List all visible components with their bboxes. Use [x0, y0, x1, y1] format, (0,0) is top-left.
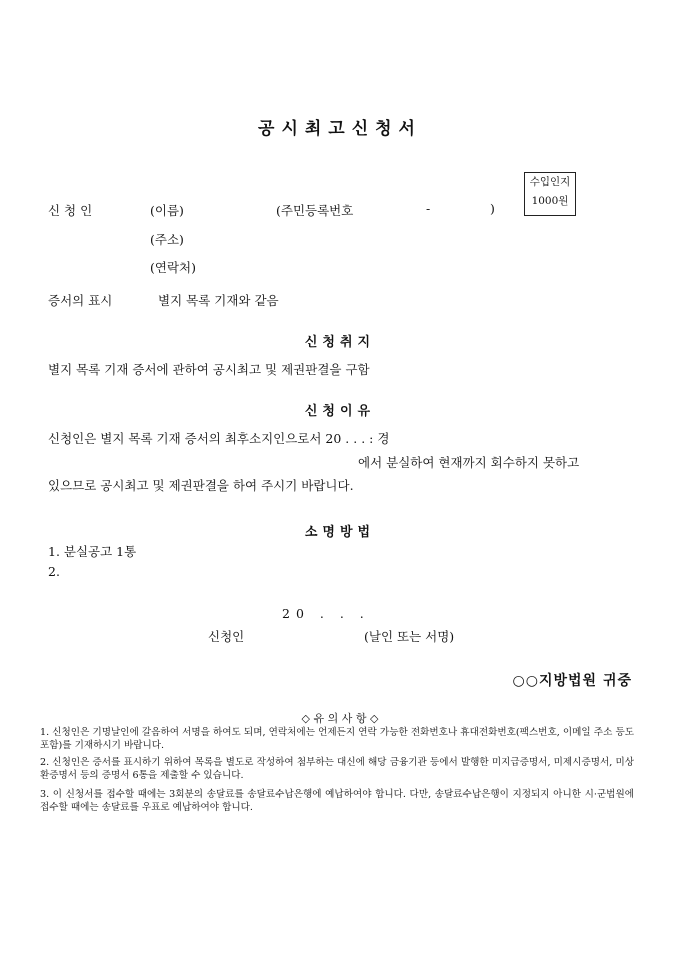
evidence-item-1: 1. 분실공고 1통: [48, 544, 137, 559]
purpose-text: 별지 목록 기재 증서에 관하여 공시최고 및 제권판결을 구함: [48, 362, 370, 377]
seal-or-signature-note: (날인 또는 서명): [364, 629, 455, 644]
resident-number-field: (주민등록번호: [276, 203, 354, 218]
certificate-label: 증서의 표시: [48, 293, 113, 308]
stamp-amount: 1000원: [531, 195, 569, 207]
reason-line-1: 신청인은 별지 목록 기재 증서의 최후소지인으로서 20 . . . : 경: [48, 431, 390, 446]
note-item-3: 3. 이 신청서를 접수할 때에는 3회분의 송달료를 송달료수납은행에 예납하여야 합니다. 다만, 송달료수납은행이 지정되지 아니한 시·군법원에 접수할 때에는 송달료를 우표로 예납하여야 합니다.: [40, 789, 634, 813]
evidence-item-2: 2.: [48, 564, 60, 579]
notes-heading: ◇ 유 의 사 항 ◇: [301, 712, 379, 725]
revenue-stamp-box: [524, 172, 576, 216]
filing-date: 20 . . .: [282, 606, 370, 621]
applicant-contact-field: (연락처): [150, 260, 196, 275]
applicant-label: 신 청 인: [48, 203, 93, 218]
reason-heading: 신청이유: [304, 404, 376, 419]
resident-number-close: ): [490, 201, 495, 216]
reason-line-3: 있으므로 공시최고 및 제권판결을 하여 주시기 바랍니다.: [48, 478, 354, 493]
applicant-address-field: (주소): [150, 232, 184, 247]
court-addressee: ○○지방법원 귀중: [512, 673, 632, 689]
note-item-1: 1. 신청인은 기명날인에 갈음하여 서명을 하여도 되며, 연락처에는 언제든지 연락 가능한 전화번호나 휴대전화번호(팩스번호, 이메일 주소 등도 포함)를 기재하시기 바랍니다.: [40, 727, 634, 751]
reason-line-2: 에서 분실하여 현재까지 회수하지 못하고: [358, 455, 580, 470]
signature-label: 신청인: [208, 629, 245, 644]
certificate-value: 별지 목록 기재와 같음: [158, 293, 279, 308]
resident-number-dash: -: [426, 201, 431, 216]
document-title: 공시최고신청서: [258, 119, 422, 139]
purpose-heading: 신청취지: [304, 335, 376, 350]
applicant-name-field: (이름): [150, 203, 184, 218]
evidence-heading: 소명방법: [304, 525, 376, 540]
stamp-label: 수입인지: [529, 176, 571, 188]
note-item-2: 2. 신청인은 증서를 표시하기 위하여 목록을 별도로 작성하여 첨부하는 대신에 해당 금융기관 등에서 발행한 미지급증명서, 미제시증명서, 미상환증명서 등의 증명서 6통을 제출할 수 있습니다.: [40, 757, 634, 781]
